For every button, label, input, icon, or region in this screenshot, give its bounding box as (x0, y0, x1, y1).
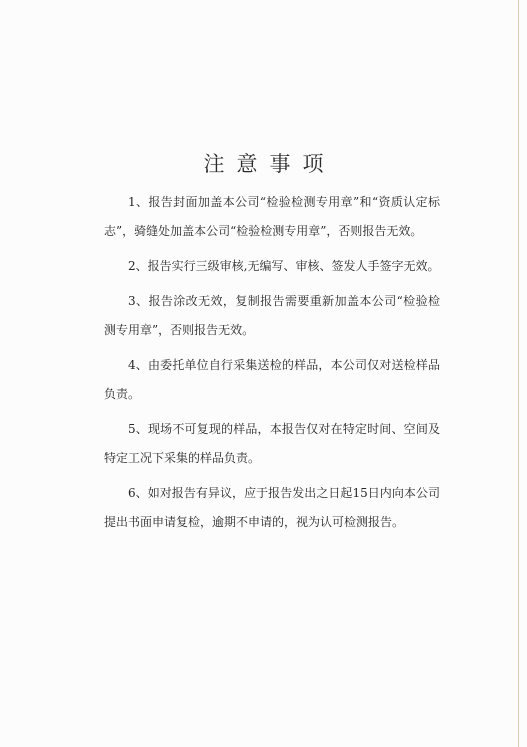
page-title: 注意事项 (203, 152, 336, 176)
binding-edge-line (518, 0, 519, 747)
note-item-1: 1、报告封面加盖本公司“检验检测专用章”和“资质认定标志”，骑缝处加盖本公司“检验检测专用章”，否则报告无效。 (104, 195, 440, 238)
note-item-4: 4、由委托单位自行采集送检的样品，本公司仅对送检样品负责。 (104, 358, 440, 401)
note-item-2: 2、报告实行三级审核,无编写、审核、签发人手签字无效。 (128, 259, 440, 273)
note-item-3: 3、报告涂改无效，复制报告需要重新加盖本公司“检验检测专用章”，否则报告无效。 (104, 294, 440, 337)
notes-list (104, 188, 440, 543)
note-item-6: 6、如对报告有异议，应于报告发出之日起15日内向本公司提出书面申请复检，逾期不申请的，视为认可检测报告。 (104, 486, 440, 529)
note-item-5: 5、现场不可复现的样品，本报告仅对在特定时间、空间及特定工况下采集的样品负责。 (104, 422, 440, 465)
